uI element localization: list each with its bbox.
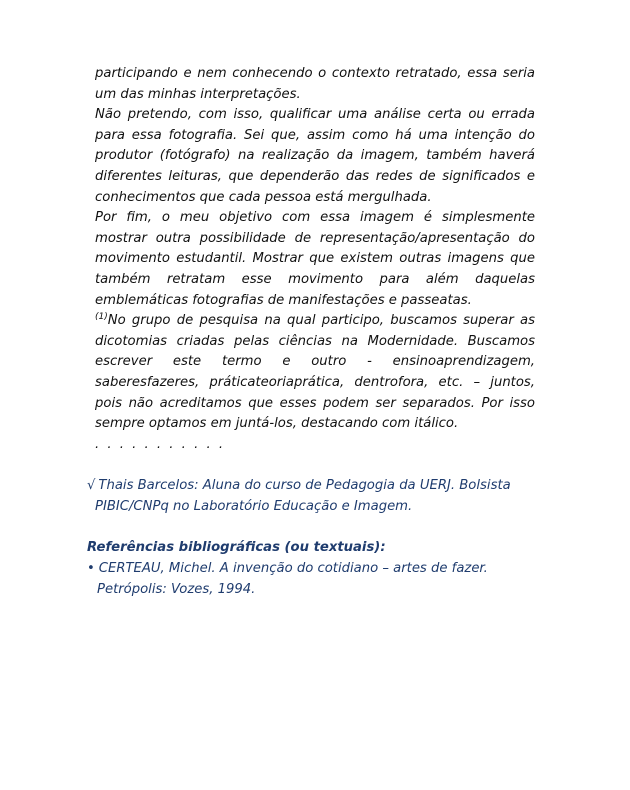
reference-line bbox=[87, 558, 547, 579]
paragraph-analysis: Não pretendo, com isso, qualificar uma análise certa ou errada para essa fotografia. Sei que, assim como há uma intenção do produtor (fotógrafo) na realização da imagem, também haverá diferentes leituras, que dependerão das redes de significados e conhecimentos que cada pessoa está mergulhada. bbox=[95, 107, 535, 205]
footnote bbox=[95, 311, 535, 435]
footnote-marker: (1) bbox=[95, 312, 108, 323]
reference-item bbox=[87, 558, 547, 600]
author-note bbox=[87, 475, 547, 517]
paragraph-objective: Por fim, o meu objetivo com essa imagem é simplesmente mostrar outra possibilidade de representação/apresentação do movimento estudantil. Mostrar que existem outras imagens que também retratam esse movimento para além daquelas emblemáticas fotografias de manifestações e passeatas. bbox=[95, 210, 535, 308]
reference-text-1: CERTEAU, Michel. A invenção do cotidiano – artes de fazer. bbox=[98, 561, 488, 576]
check-icon: √ bbox=[87, 478, 96, 493]
references-heading: Referências bibliográficas (ou textuais): bbox=[87, 540, 386, 555]
reference-text-2: Petrópolis: Vozes, 1994. bbox=[97, 582, 256, 597]
paragraph-interpretation: participando e nem conhecendo o contexto retratado, essa seria um das minhas interpretações. bbox=[95, 66, 535, 102]
section-separator: . . . . . . . . . . . bbox=[95, 436, 226, 452]
author-note-text-2: PIBIC/CNPq no Laboratório Educação e Imagem. bbox=[95, 499, 413, 514]
article-body bbox=[95, 64, 535, 455]
bullet-icon: • bbox=[87, 561, 95, 576]
author-note-line bbox=[87, 475, 547, 496]
footnote-text: No grupo de pesquisa na qual participo, buscamos superar as dicotomias criadas pelas ciências na Modernidade. Buscamos escrever este termo e outro - ensinoaprendizagem, saberesfazeres, práticateoriaprática, dentrofora, etc. – juntos, pois não acreditamos que esses podem ser separados. Por isso sempre optamos em juntá-los, destacando com itálico. bbox=[95, 313, 535, 432]
author-note-text-1: Thais Barcelos: Aluna do curso de Pedagogia da UERJ. Bolsista bbox=[98, 478, 511, 493]
